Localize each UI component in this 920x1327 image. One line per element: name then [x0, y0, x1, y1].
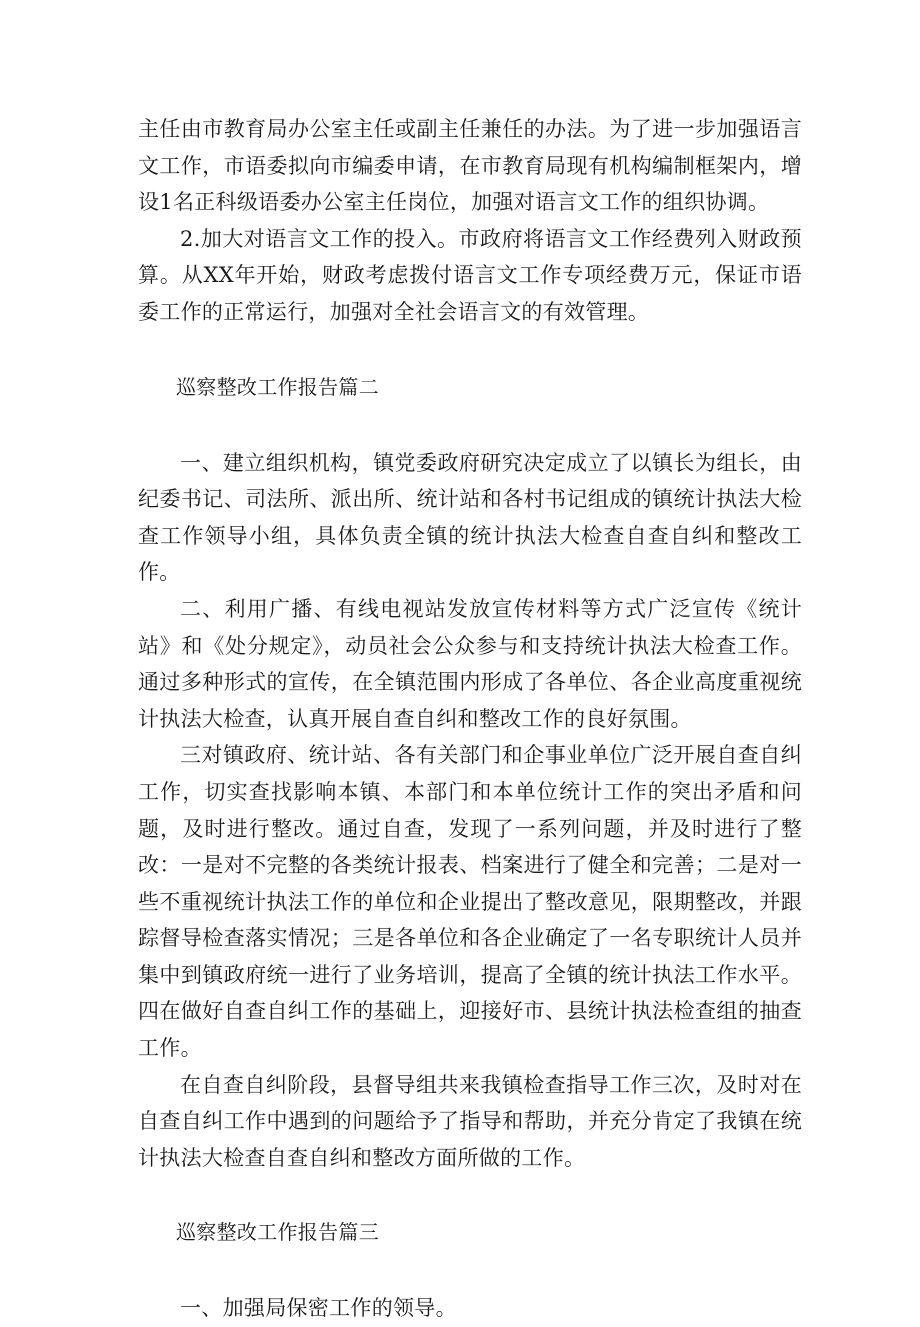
spacer — [138, 1176, 802, 1214]
paragraph: 一、建立组织机构，镇党委政府研究决定成立了以镇长为组长，由纪委书记、司法所、派出所、统计站和各村书记组成的镇统计执法大检查工作领导小组，具体负责全镇的统计执法大检查自查自纠和整改工作。 — [138, 450, 802, 585]
paragraph: 2.加大对语言文工作的投入。市政府将语言文工作经费列入财政预算。从XX年开始，财政考虑拨付语言文工作专项经费万元，保证市语委工作的正常运行，加强对全社会语言文的有效管理。 — [138, 226, 802, 324]
paragraph: 主任由市教育局办公室主任或副主任兼任的办法。为了进一步加强语言文工作，市语委拟向市编委申请，在市教育局现有机构编制框架内，增设1名正科级语委办公室主任岗位，加强对语言文工作的组织协调。 — [138, 117, 802, 215]
section-heading: 巡察整改工作报告篇三 — [176, 1220, 379, 1245]
section-heading: 巡察整改工作报告篇二 — [176, 374, 379, 399]
paragraph: 一、加强局保密工作的领导。 — [180, 1296, 457, 1321]
spacer — [138, 405, 802, 445]
paragraph: 在自查自纠阶段，县督导组共来我镇检查指导工作三次，及时对在自查自纠工作中遇到的问题给予了指导和帮助，并充分肯定了我镇在统计执法大检查自查自纠和整改方面所做的工作。 — [138, 1072, 802, 1170]
spacer — [138, 331, 802, 369]
paragraph: 三对镇政府、统计站、各有关部门和企事业单位广泛开展自查自纠工作，切实查找影响本镇、本部门和本单位统计工作的突出矛盾和问题，及时进行整改。通过自查，发现了一系列问题，并及时进行了整改：一是对不完整的各类统计报表、档案进行了健全和完善；二是对一些不重视统计执法工作的单位和企业提出了整改意见，限期整改，并跟踪督导检查落实情况；三是各单位和各企业确定了一名专职统计人员并集中到镇政府统一进行了业务培训，提高了全镇的统计执法工作水平。四在做好自查自纠工作的基础上，迎接好市、县统计执法检查组的抽查工作。 — [138, 743, 802, 1061]
document-body — [138, 111, 802, 1327]
paragraph: 二、利用广播、有线电视站发放宣传材料等方式广泛宣传《统计站》和《处分规定》，动员社会公众参与和支持统计执法大检查工作。通过多种形式的宣传，在全镇范围内形成了各单位、各企业高度重视统计执法大检查，认真开展自查自纠和整改工作的良好氛围。 — [138, 596, 802, 731]
spacer — [138, 1250, 802, 1290]
